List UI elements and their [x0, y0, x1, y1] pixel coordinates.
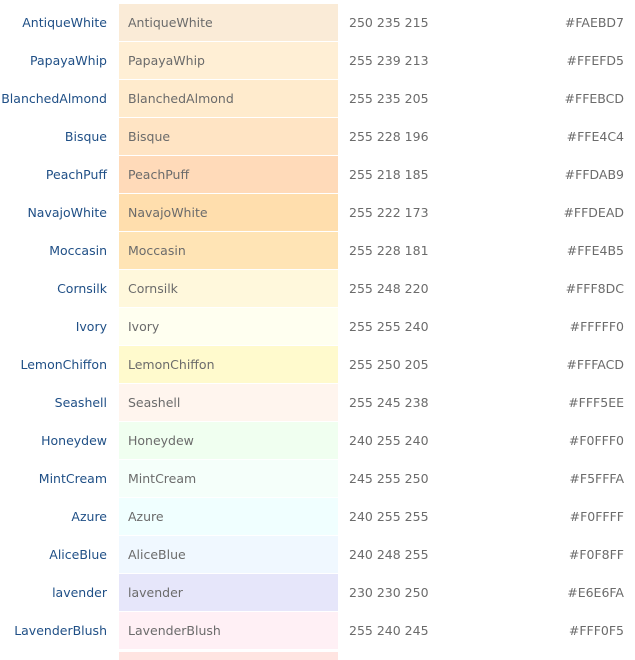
hex-value: #F0FFF0 [568, 433, 624, 448]
rgb-value: 255 240 245 [349, 623, 429, 638]
hex-value: #F0FFFF [569, 509, 624, 524]
color-swatch [119, 4, 338, 41]
hex-value: #FFFACD [566, 357, 624, 372]
hex-value: #FFDAB9 [564, 167, 624, 182]
color-name-link[interactable]: Cornsilk [57, 281, 107, 296]
color-row [0, 118, 635, 156]
color-swatch [119, 308, 338, 345]
color-swatch [119, 232, 338, 269]
color-swatch [119, 384, 338, 421]
color-swatch [119, 270, 338, 307]
color-swatch [119, 80, 338, 117]
color-name-link[interactable]: PapayaWhip [30, 53, 107, 68]
rgb-value: 240 248 255 [349, 547, 429, 562]
color-name-link[interactable]: AntiqueWhite [22, 15, 107, 30]
rgb-value: 245 255 250 [349, 471, 429, 486]
color-table [0, 4, 635, 650]
color-row [0, 422, 635, 460]
rgb-value: 255 228 196 [349, 129, 429, 144]
hex-value: #FFFFF0 [569, 319, 624, 334]
color-name-link[interactable]: Azure [71, 509, 107, 524]
rgb-value: 255 255 240 [349, 319, 429, 334]
hex-value: #F5FFFA [569, 471, 624, 486]
color-row [0, 308, 635, 346]
color-name-link[interactable]: Seashell [54, 395, 107, 410]
color-swatch [119, 422, 338, 459]
swatch-label: Moccasin [128, 243, 186, 258]
swatch-label: PeachPuff [128, 167, 190, 182]
rgb-value: 255 222 173 [349, 205, 429, 220]
swatch-label: lavender [128, 585, 183, 600]
swatch-label: AliceBlue [128, 547, 186, 562]
hex-value: #FFF8DC [565, 281, 624, 296]
rgb-value: 255 235 205 [349, 91, 429, 106]
color-name-link[interactable]: NavajoWhite [27, 205, 107, 220]
rgb-value: 230 230 250 [349, 585, 429, 600]
hex-value: #FFF0F5 [568, 623, 624, 638]
color-row [0, 232, 635, 270]
color-row [0, 346, 635, 384]
color-name-link[interactable]: MintCream [38, 471, 107, 486]
color-row [0, 194, 635, 232]
color-row [0, 4, 635, 42]
color-swatch [119, 118, 338, 155]
hex-value: #FFEFD5 [566, 53, 624, 68]
color-row [0, 612, 635, 650]
rgb-value: 255 248 220 [349, 281, 429, 296]
color-swatch [119, 194, 338, 231]
color-name-link[interactable]: LemonChiffon [20, 357, 107, 372]
color-row [0, 536, 635, 574]
swatch-label: AntiqueWhite [128, 15, 213, 30]
color-name-link[interactable]: BlanchedAlmond [1, 91, 107, 106]
color-swatch [119, 346, 338, 383]
rgb-value: 255 218 185 [349, 167, 429, 182]
color-swatch [119, 574, 338, 611]
color-row [0, 574, 635, 612]
swatch-label: Azure [128, 509, 164, 524]
hex-value: #F0F8FF [568, 547, 624, 562]
rgb-value: 240 255 255 [349, 509, 429, 524]
rgb-value: 255 239 213 [349, 53, 429, 68]
color-row [0, 270, 635, 308]
color-swatch [119, 498, 338, 535]
swatch-label: Ivory [128, 319, 160, 334]
color-name-link[interactable]: LavenderBlush [14, 623, 107, 638]
rgb-value: 255 245 238 [349, 395, 429, 410]
color-row [0, 156, 635, 194]
hex-value: #FFF5EE [568, 395, 624, 410]
color-swatch [119, 156, 338, 193]
hex-value: #FAEBD7 [564, 15, 624, 30]
swatch-label: PapayaWhip [128, 53, 205, 68]
swatch-label: Honeydew [128, 433, 194, 448]
rgb-value: 240 255 240 [349, 433, 429, 448]
color-name-link[interactable]: Ivory [75, 319, 107, 334]
color-name-link[interactable]: lavender [52, 585, 107, 600]
color-row [0, 80, 635, 118]
color-swatch [119, 612, 338, 649]
color-swatch [119, 42, 338, 79]
rgb-value: 255 228 181 [349, 243, 429, 258]
swatch-label: Seashell [128, 395, 181, 410]
color-row [0, 460, 635, 498]
color-name-link[interactable]: AliceBlue [49, 547, 107, 562]
color-row [0, 498, 635, 536]
hex-value: #FFE4B5 [566, 243, 624, 258]
swatch-label: MintCream [128, 471, 197, 486]
color-name-link[interactable]: Bisque [64, 129, 107, 144]
color-swatch [119, 536, 338, 573]
swatch-label: NavajoWhite [128, 205, 208, 220]
hex-value: #FFDEAD [563, 205, 624, 220]
partial-next-swatch [119, 652, 338, 660]
rgb-value: 250 235 215 [349, 15, 429, 30]
color-name-link[interactable]: PeachPuff [45, 167, 107, 182]
swatch-label: Bisque [128, 129, 171, 144]
swatch-label: LavenderBlush [128, 623, 221, 638]
hex-value: #FFE4C4 [566, 129, 624, 144]
swatch-label: BlanchedAlmond [128, 91, 234, 106]
hex-value: #FFEBCD [564, 91, 624, 106]
color-row [0, 42, 635, 80]
color-name-link[interactable]: Honeydew [41, 433, 107, 448]
rgb-value: 255 250 205 [349, 357, 429, 372]
color-row [0, 384, 635, 422]
hex-value: #E6E6FA [567, 585, 624, 600]
color-name-link[interactable]: Moccasin [49, 243, 107, 258]
color-swatch [119, 460, 338, 497]
swatch-label: LemonChiffon [128, 357, 215, 372]
swatch-label: Cornsilk [128, 281, 178, 296]
